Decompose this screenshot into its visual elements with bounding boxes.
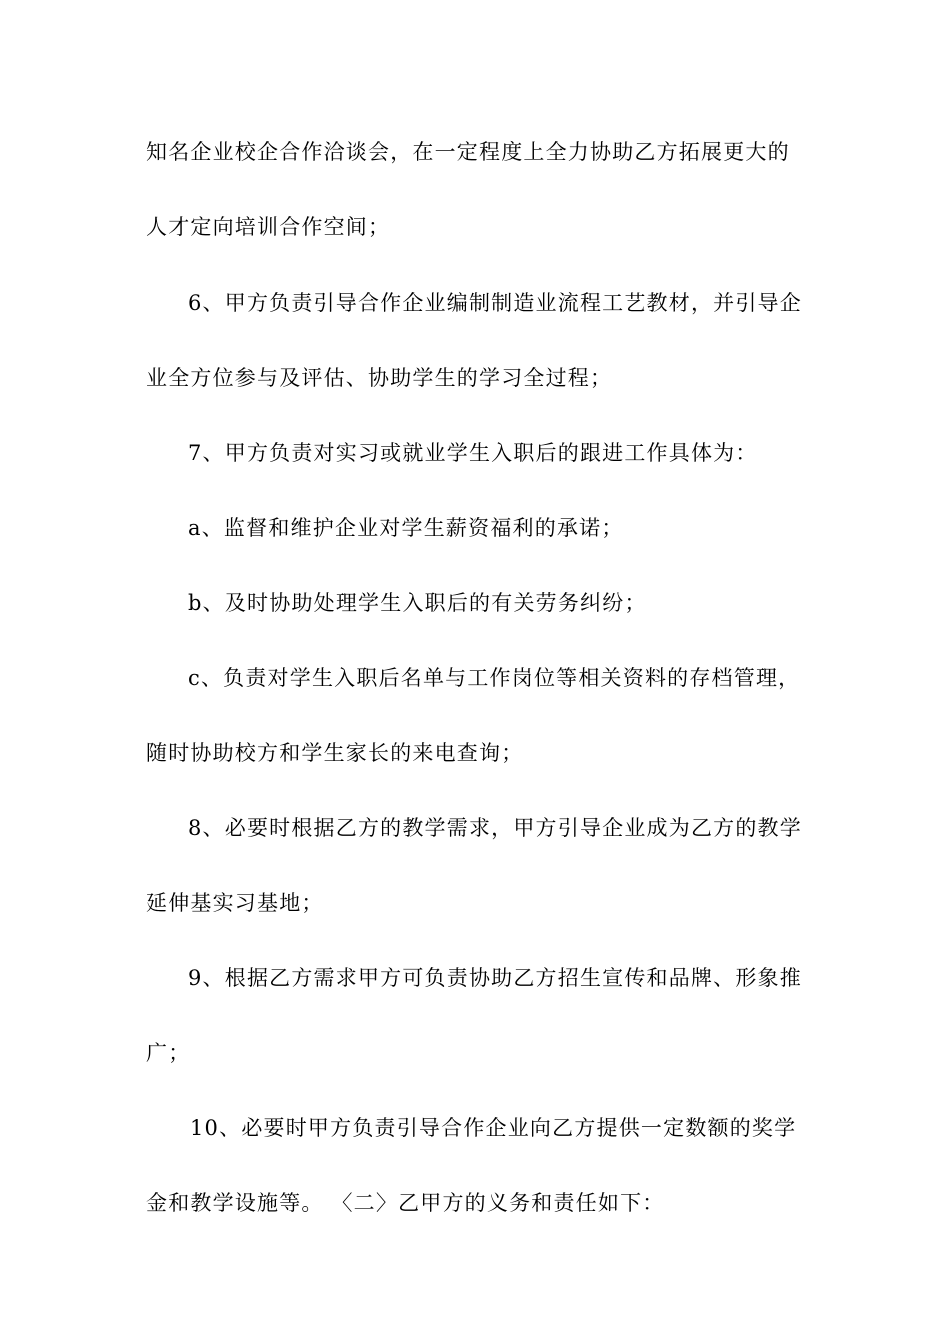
paragraph-line: c、负责对学生入职后名单与工作岗位等相关资料的存档管理， [188, 666, 801, 690]
paragraph-line: 随时协助校方和学生家长的来电查询； [146, 741, 524, 765]
paragraph-line: 10、必要时甲方负责引导合作企业向乙方提供一定数额的奖学 [190, 1116, 797, 1140]
paragraph-line: 业全方位参与及评估、协助学生的学习全过程； [146, 366, 613, 390]
paragraph-line: 人才定向培训合作空间； [146, 215, 391, 239]
paragraph-line: 6、甲方负责引导合作企业编制制造业流程工艺教材，并引导企 [188, 291, 802, 315]
paragraph-line: 7、甲方负责对实习或就业学生入职后的跟进工作具体为： [188, 441, 758, 465]
paragraph-line: 金和教学设施等。 〈二〉乙甲方的义务和责任如下： [146, 1191, 665, 1215]
paragraph-line: 延伸基实习基地； [146, 891, 324, 915]
paragraph-line: a、监督和维护企业对学生薪资福利的承诺； [188, 516, 624, 540]
paragraph-line: 广； [146, 1041, 191, 1065]
paragraph-line: 9、根据乙方需求甲方可负责协助乙方招生宣传和品牌、形象推 [188, 966, 802, 990]
paragraph-line: b、及时协助处理学生入职后的有关劳务纠纷； [188, 591, 647, 615]
paragraph-line: 8、必要时根据乙方的教学需求，甲方引导企业成为乙方的教学 [188, 816, 802, 840]
paragraph-line: 知名企业校企合作洽谈会，在一定程度上全力协助乙方拓展更大的 [146, 140, 790, 164]
